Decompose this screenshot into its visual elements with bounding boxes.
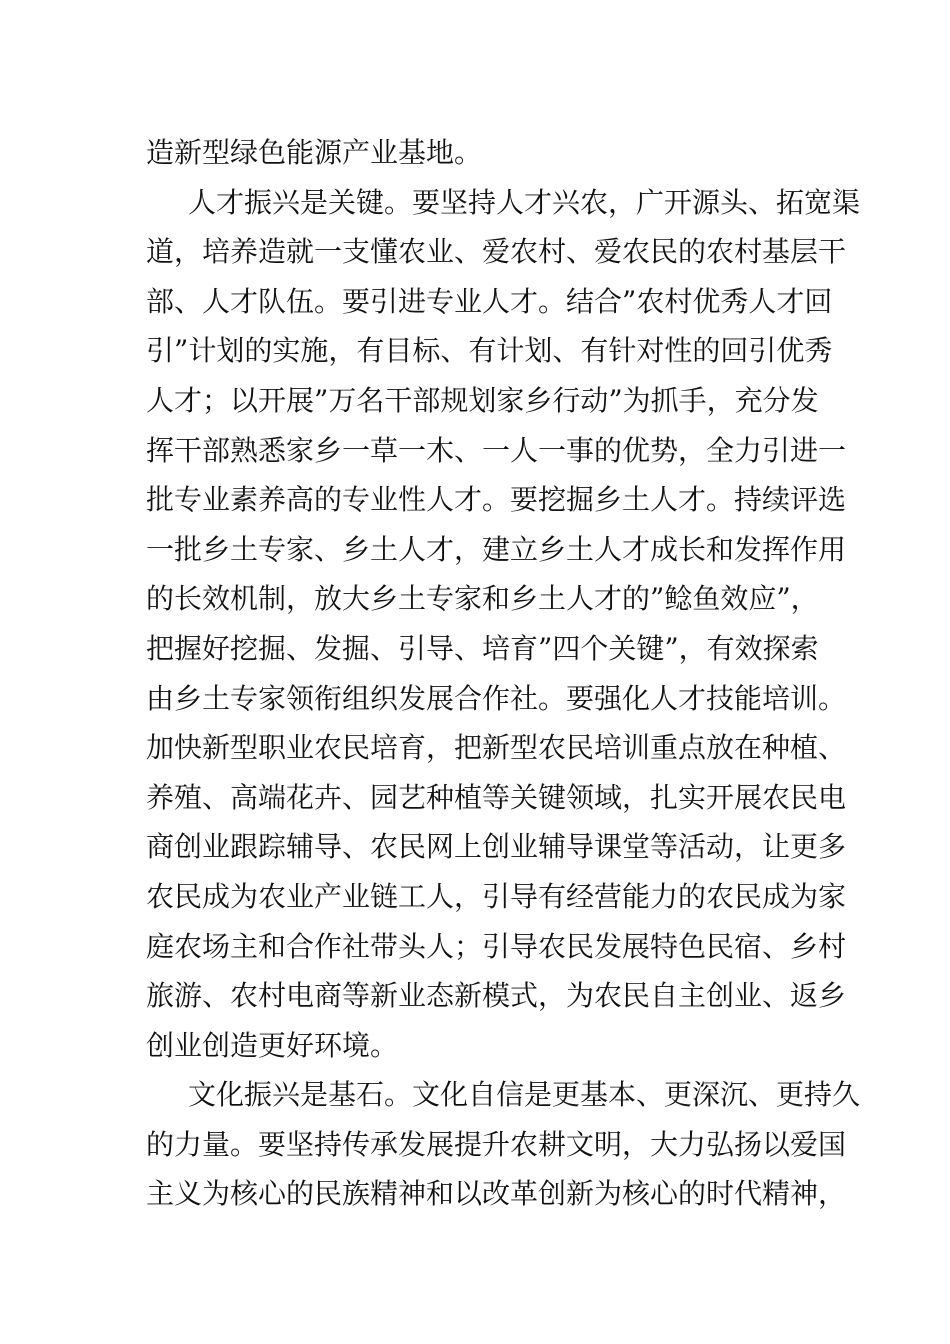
paragraph-continuation [146, 128, 826, 178]
text-line: 主义为核心的民族精神和以改革创新为核心的时代精神， [146, 1177, 847, 1211]
text-line: 挥干部熟悉家乡一草一木、一人一事的优势，全力引进一 [146, 433, 847, 467]
text-line: 加快新型职业农民培育，把新型农民培训重点放在种植、 [146, 731, 847, 765]
text-line: 商创业跟踪辅导、农民网上创业辅导课堂等活动，让更多 [146, 830, 847, 864]
document-body [146, 128, 861, 1219]
text-line: 批专业素养高的专业性人才。要挖掘乡土人才。持续评选 [146, 483, 847, 517]
text-line: 文化振兴是基石。文化自信是更基本、更深沉、更持久 [188, 1078, 861, 1112]
text-line: 造新型绿色能源产业基地。 [146, 136, 483, 169]
text-line: 庭农场主和合作社带头人；引导农民发展特色民宿、乡村 [146, 929, 847, 963]
text-line: 一批乡土专家、乡土人才，建立乡土人才成长和发挥作用 [146, 532, 847, 566]
paragraph-culture [146, 1070, 861, 1219]
text-line: 人才；以开展”万名干部规划家乡行动”为抓手，充分发 [146, 383, 819, 417]
text-line: 养殖、高端花卉、园艺种植等关键领域，扎实开展农民电 [146, 780, 847, 814]
text-line: 农民成为农业产业链工人，引导有经营能力的农民成为家 [146, 879, 847, 913]
text-line: 旅游、农村电商等新业态新模式，为农民自主创业、返乡 [146, 979, 847, 1013]
text-line: 的力量。要坚持传承发展提升农耕文明，大力弘扬以爱国 [146, 1127, 847, 1161]
text-line: 由乡土专家领衔组织发展合作社。要强化人才技能培训。 [146, 681, 847, 715]
text-line: 把握好挖掘、发掘、引导、培育”四个关键”，有效探索 [146, 631, 819, 665]
text-line: 创业创造更好环境。 [146, 1028, 399, 1062]
paragraph-talent [146, 178, 861, 1071]
text-line: 道，培养造就一支懂农业、爱农村、爱农民的农村基层干 [146, 235, 847, 269]
text-line: 引”计划的实施，有目标、有计划、有针对性的回引优秀 [146, 334, 833, 368]
text-line: 的长效机制，放大乡土专家和乡土人才的”鲶鱼效应”， [146, 582, 819, 616]
text-line: 人才振兴是关键。要坚持人才兴农，广开源头、拓宽渠 [188, 185, 861, 219]
text-line: 部、人才队伍。要引进专业人才。结合”农村优秀人才回 [146, 284, 833, 318]
